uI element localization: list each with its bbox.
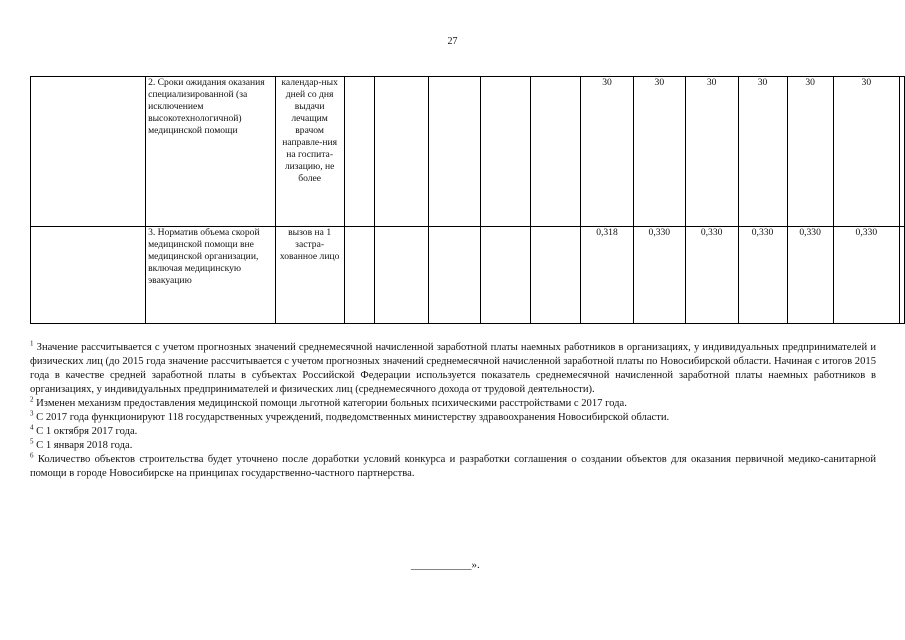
footnotes <box>30 341 876 481</box>
footnote-3 <box>30 411 876 425</box>
value-cell: 30 <box>787 77 833 227</box>
value-cell: 0,330 <box>685 227 738 324</box>
footnote-5 <box>30 439 876 453</box>
footnote-mark: 3 <box>30 409 34 418</box>
empty-cell <box>900 227 905 324</box>
value-cell: 30 <box>633 77 685 227</box>
value-cell: 0,330 <box>738 227 787 324</box>
value-cell: 0,318 <box>581 227 634 324</box>
page-number: 27 <box>447 36 458 47</box>
empty-cell <box>344 77 375 227</box>
empty-cell <box>375 77 429 227</box>
value-cell: 0,330 <box>833 227 899 324</box>
empty-cell <box>481 227 531 324</box>
empty-cell <box>531 227 581 324</box>
footnote-text: Количество объектов строительства будет уточнено после доработки условий конкурса и разработки соглашения о создании объектов для оказания первичной медико-санитарной помощи в городе Новосибирске на принципах государственно-частного партнерства. <box>30 454 876 479</box>
value-cell: 30 <box>685 77 738 227</box>
value-cell: 0,330 <box>787 227 833 324</box>
empty-cell <box>31 227 146 324</box>
value-cell: 30 <box>833 77 899 227</box>
footnote-2 <box>30 397 876 411</box>
footnote-mark: 1 <box>30 339 34 348</box>
footnote-4 <box>30 425 876 439</box>
footnote-text: С 1 января 2018 года. <box>33 440 133 451</box>
footnote-mark: 5 <box>30 437 34 446</box>
empty-cell <box>31 77 146 227</box>
footnote-mark: 6 <box>30 451 34 460</box>
empty-cell <box>481 77 531 227</box>
table-row <box>31 227 905 324</box>
empty-cell <box>900 77 905 227</box>
closing-mark: ___________». <box>411 559 480 571</box>
indicators-table <box>30 76 905 324</box>
footnote-mark: 4 <box>30 423 34 432</box>
footnote-text: Изменен механизм предоставления медицинской помощи льготной категории больных психическими расстройствами с 2017 года. <box>33 398 627 409</box>
unit-cell: календар-ных дней со дня выдачи лечащим врачом направле-ния на госпита-лизацию, не более <box>275 77 344 227</box>
empty-cell <box>531 77 581 227</box>
empty-cell <box>429 77 481 227</box>
footnote-mark: 2 <box>30 395 34 404</box>
footnote-text: С 2017 года функционируют 118 государственных учреждений, подведомственных министерству здравоохранения Новосибирской области. <box>33 412 670 423</box>
unit-cell: вызов на 1 застра-хованное лицо <box>275 227 344 324</box>
empty-cell <box>429 227 481 324</box>
value-cell: 30 <box>738 77 787 227</box>
indicator-cell: 3. Норматив объема скорой медицинской помощи вне медицинской организации, включая медицинскую эвакуацию <box>146 227 276 324</box>
indicator-cell: 2. Сроки ожидания оказания специализированной (за исключением высокотехнологичной) медицинской помощи <box>146 77 276 227</box>
footnote-text: С 1 октября 2017 года. <box>33 426 138 437</box>
empty-cell <box>375 227 429 324</box>
footnote-6 <box>30 453 876 481</box>
footnote-1 <box>30 341 876 397</box>
table-row <box>31 77 905 227</box>
value-cell: 0,330 <box>633 227 685 324</box>
value-cell: 30 <box>581 77 634 227</box>
footnote-text: Значение рассчитывается с учетом прогнозных значений среднемесячной начисленной заработной платы наемных работников в организациях, у индивидуальных предпринимателей и физических лиц (до 2015 года значение рассчитывается с учетом прогнозных значений среднемесячной начисленной заработной платы по Новосибирской области. Начиная с итогов 2015 года в качестве средней заработной платы в субъектах Российской Федерации используется показатель среднемесячной начисленной заработной платы наемных работников в организациях, у индивидуальных предпринимателей и физических лиц (среднемесячного дохода от трудовой деятельности). <box>30 342 876 395</box>
empty-cell <box>344 227 375 324</box>
